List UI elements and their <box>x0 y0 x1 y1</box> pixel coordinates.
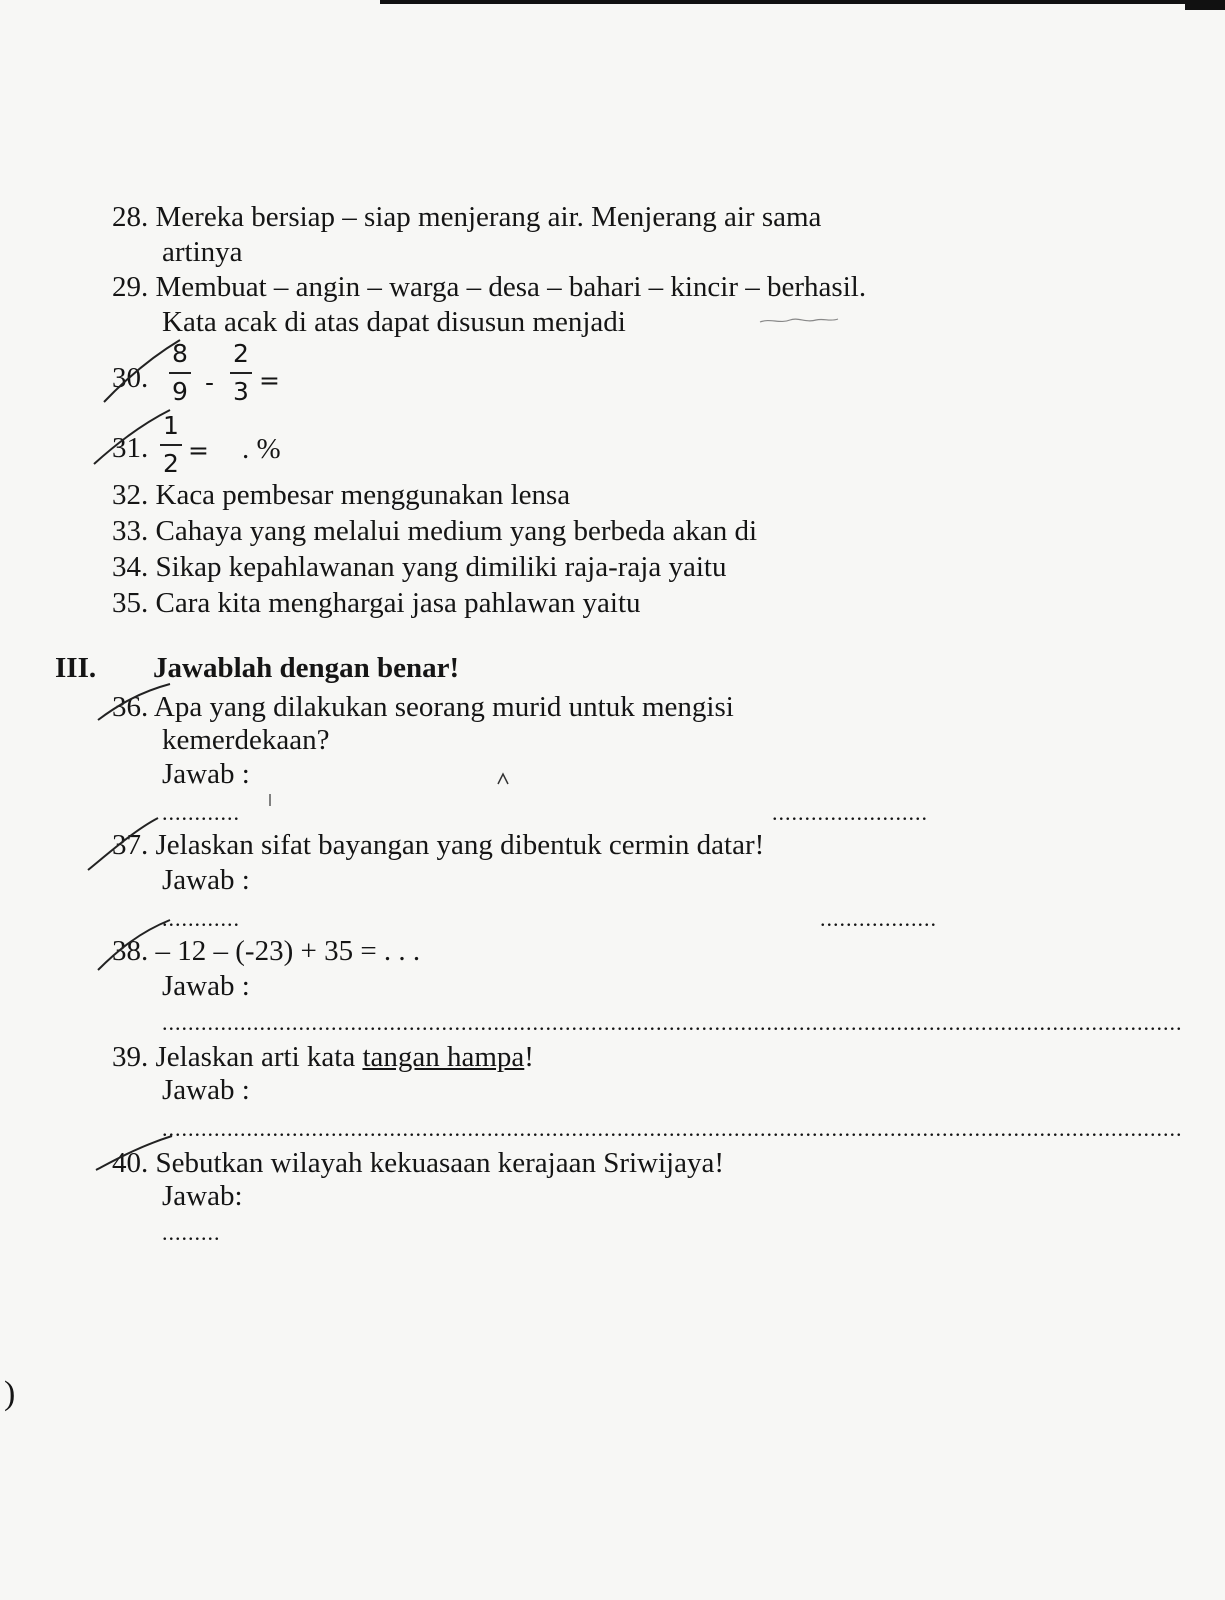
question-text: Cara kita menghargai jasa pahlawan yaitu <box>155 587 641 619</box>
minus-sign: - <box>205 368 215 397</box>
question-number: 39. <box>112 1041 149 1073</box>
section-number: III. <box>55 652 97 684</box>
question-number: 35. <box>112 587 149 619</box>
question-38 <box>112 934 420 969</box>
scribble <box>760 319 838 322</box>
answer-label: Jawab: <box>162 1180 243 1212</box>
question-36 <box>112 690 734 725</box>
answer-dots: ......... <box>162 1220 221 1245</box>
stray-mark: ) <box>4 1375 16 1412</box>
question-39 <box>112 1040 534 1075</box>
question-number: 37. <box>112 829 149 861</box>
question-36-line2: kemerdekaan? <box>162 724 330 756</box>
question-number: 36. <box>112 691 149 723</box>
question-29-line2: Kata acak di atas dapat disusun menjadi <box>162 306 626 338</box>
question-text: Membuat – angin – warga – desa – bahari – kincir – berhasil. <box>155 271 867 303</box>
question-31-number: 31. <box>112 432 149 464</box>
question-34 <box>112 550 726 585</box>
fraction-bar <box>160 444 182 446</box>
answer-dots: .................. <box>820 906 937 931</box>
answer-dots: ............................................................................................................................................................. <box>162 1010 1183 1035</box>
answer-label: Jawab : <box>162 970 250 1002</box>
fraction-8-9 <box>167 340 193 406</box>
numerator: 8 <box>172 339 188 368</box>
question-text: Kaca pembesar menggunakan lensa <box>155 479 571 511</box>
question-29 <box>112 270 866 305</box>
question-number: 33. <box>112 515 149 547</box>
equals-sign: = <box>188 436 209 465</box>
fraction-bar <box>230 372 252 374</box>
question-text: Mereka bersiap – siap menjerang air. Menjerang air sama <box>155 201 822 233</box>
question-35 <box>112 586 641 621</box>
answer-label: Jawab : <box>162 1074 250 1106</box>
numerator: 2 <box>233 339 249 368</box>
question-number: 34. <box>112 551 149 583</box>
underlined-phrase: tangan hampa <box>362 1041 525 1073</box>
question-number: 28. <box>112 201 149 233</box>
equals-sign: = <box>259 366 280 395</box>
answer-dots: ............ <box>162 800 240 825</box>
top-border-tab <box>1185 4 1225 10</box>
answer-dots: ........................ <box>772 800 928 825</box>
fraction-2-3 <box>228 340 254 406</box>
denominator: 9 <box>172 377 188 406</box>
top-border-line <box>380 0 1225 4</box>
question-32 <box>112 478 570 513</box>
question-text-end: ! <box>524 1041 534 1073</box>
answer-label: Jawab : <box>162 864 250 896</box>
question-28-line2: artinya <box>162 236 243 268</box>
question-40 <box>112 1146 724 1181</box>
question-text: Apa yang dilakukan seorang murid untuk mengisi <box>153 691 734 723</box>
question-30-number: 30. <box>112 362 149 394</box>
section-title: Jawablah dengan benar! <box>153 652 460 684</box>
question-number: 32. <box>112 479 149 511</box>
denominator: 3 <box>233 377 249 406</box>
question-number: 40. <box>112 1147 149 1179</box>
question-text: Jelaskan arti kata <box>155 1041 363 1073</box>
caret-mark <box>498 774 508 784</box>
question-text: – 12 – (-23) + 35 = . . . <box>155 935 421 967</box>
question-text: Sikap kepahlawanan yang dimiliki raja-raja yaitu <box>155 551 727 583</box>
answer-dots: ............................................................................................................................................................. <box>162 1116 1183 1141</box>
question-text: Jelaskan sifat bayangan yang dibentuk cermin datar! <box>155 829 765 861</box>
fraction-bar <box>169 372 191 374</box>
question-33 <box>112 514 757 549</box>
question-text: Sebutkan wilayah kekuasaan kerajaan Sriwijaya! <box>155 1147 725 1179</box>
fraction-1-2 <box>158 412 184 478</box>
answer-label: Jawab : <box>162 758 250 790</box>
denominator: 2 <box>163 449 179 478</box>
question-37 <box>112 828 764 863</box>
question-number: 29. <box>112 271 149 303</box>
question-number: 38. <box>112 935 149 967</box>
numerator: 1 <box>163 411 179 440</box>
answer-dots: ............ <box>162 906 240 931</box>
percent-blank: . % <box>242 433 281 465</box>
question-28 <box>112 200 821 235</box>
question-text: Cahaya yang melalui medium yang berbeda akan di <box>155 515 758 547</box>
